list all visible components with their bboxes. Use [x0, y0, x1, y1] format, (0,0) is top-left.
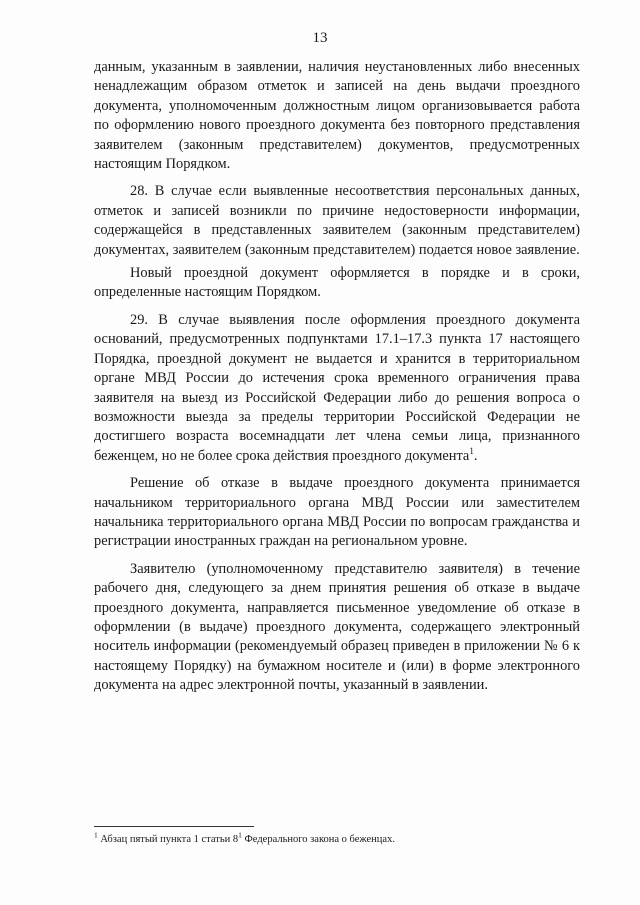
footnote-text-after: Федерального закона о беженцах. — [241, 834, 395, 845]
paragraph-new-document: Новый проездной документ оформляется в порядке и в сроки, определенные настоящим Порядком. — [94, 265, 580, 301]
paragraph-refusal-decision: Решение об отказе в выдаче проездного документа принимается начальником территориального органа МВД России или заместителем начальника территориального органа МВД России по вопросам гражданства и регистрации иностранных граждан на региональном уровне. — [94, 475, 580, 550]
paragraph-item-29-text: 29. В случае выявления после оформления проездного документа оснований, предусмотренных подпунктами 17.1–17.3 пункта 17 настоящего Порядка, проездной документ не выдается и хранится в территориальном органе МВД России до истечения срока временного ограничения права заявителя на выезд из Российской Федерации либо до решения вопроса о возможности выезда за пределы территории Российской Федерации не достигшего возраста восемнадцати лет члена семьи лица, признанного беженцем, но не более срока действия проездного документа — [94, 311, 580, 464]
footnote-text-before: Абзац пятый пункта 1 статьи 8 — [100, 834, 239, 845]
paragraph-item-28: 28. В случае если выявленные несоответствия персональных данных, отметок и записей возникли по причине недостоверности информации, содержащейся в представленных заявителем (законным представителем) документах, заявителем (законным представителем) подается новое заявление. — [94, 183, 580, 258]
footnote-reference: 1 — [469, 445, 474, 456]
paragraph-item-29 — [94, 311, 580, 466]
footnote — [94, 830, 580, 847]
paragraph-item-29-tail: . — [473, 447, 478, 464]
footnote-divider — [94, 826, 254, 827]
paragraph-refusal-notice: Заявителю (уполномоченному представителю заявителя) в течение рабочего дня, следующего за днем принятия решения об отказе в выдаче проездного документа, направляется письменное уведомление об отказе в оформлении (в выдаче) проездного документа, содержащего электронный носитель информации (рекомендуемый образец приведен в приложении № 6 к настоящему Порядку) на бумажном носителе и (или) в форме электронного документа на адрес электронной почты, указанный в заявлении. — [94, 560, 580, 694]
paragraph-continuation: данным, указанным в заявлении, наличия неустановленных либо внесенных ненадлежащим образом отметок и записей на день выдачи проездного документа, уполномоченным должностным лицом организовывается работа по оформлению нового проездного документа без повторного представления заявителем (законным представителем) документов, предусмотренных настоящим Порядком. — [94, 59, 580, 173]
footnote-mark: 1 — [94, 830, 98, 840]
document-body — [94, 58, 580, 704]
page-number: 13 — [312, 30, 328, 46]
footnote-article-superscript: 1 — [238, 830, 242, 840]
